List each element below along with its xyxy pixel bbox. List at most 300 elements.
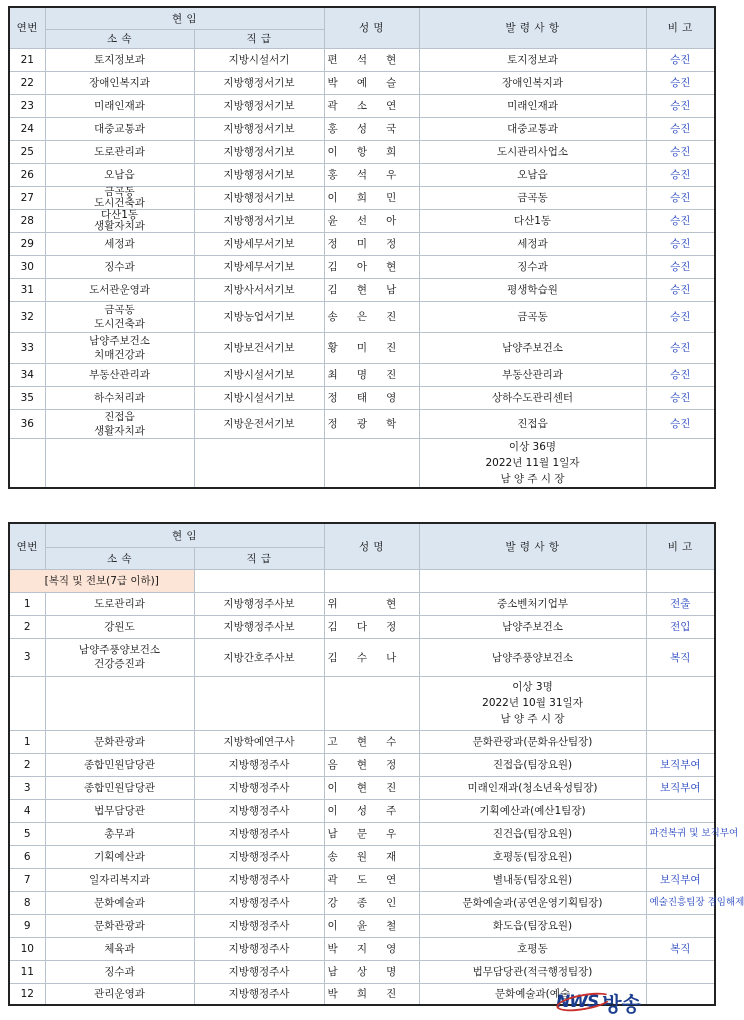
- name-char: 희: [356, 192, 367, 204]
- header-order: 발 령 사 항: [419, 523, 646, 569]
- row-appointment: 별내동(팀장요원): [419, 868, 646, 891]
- row-number: 23: [9, 94, 45, 117]
- row-note: 승진: [646, 232, 715, 255]
- row-note: 승진: [646, 186, 715, 209]
- row-note: 복직: [646, 937, 715, 960]
- row-department: 문화관광과: [45, 730, 194, 753]
- table-row: [9, 232, 715, 255]
- table-row: [9, 209, 715, 232]
- row-department: 다산1동 생활자치과: [45, 209, 194, 232]
- name-char: 진: [386, 342, 397, 354]
- row-department: 진접읍 생활자치과: [45, 409, 194, 438]
- row-number: 26: [9, 163, 45, 186]
- row-rank: 지방행정주사보: [194, 615, 324, 638]
- summary-row: [9, 676, 715, 730]
- table-row: [9, 937, 715, 960]
- name-char: 진: [386, 782, 397, 794]
- name-char: 편: [327, 54, 338, 66]
- row-appointment: 금곡동: [419, 186, 646, 209]
- table-row: [9, 117, 715, 140]
- row-person-name: [324, 163, 419, 186]
- row-person-name: [324, 209, 419, 232]
- row-department: 세정과: [45, 232, 194, 255]
- row-department: 총무과: [45, 822, 194, 845]
- row-person-name: [324, 71, 419, 94]
- row-appointment: 미래인재과: [419, 94, 646, 117]
- name-char: 원: [356, 851, 367, 863]
- name-char: 석: [356, 169, 367, 181]
- row-department: 대중교통과: [45, 117, 194, 140]
- name-char: 명: [386, 966, 397, 978]
- row-appointment: 부동산관리과: [419, 363, 646, 386]
- row-note: 승진: [646, 255, 715, 278]
- row-appointment: 남양주보건소: [419, 332, 646, 363]
- row-note: 복직: [646, 638, 715, 676]
- row-rank: 지방세무서기보: [194, 232, 324, 255]
- row-rank: 지방행정주사보: [194, 592, 324, 615]
- row-note: 파견복귀 및 보직부여: [646, 822, 715, 845]
- row-appointment: 미래인재과(청소년육성팀장): [419, 776, 646, 799]
- row-department: 미래인재과: [45, 94, 194, 117]
- name-char: 박: [327, 943, 338, 955]
- name-char: 석: [356, 54, 367, 66]
- row-note: 승진: [646, 163, 715, 186]
- row-person-name: [324, 914, 419, 937]
- row-rank: 지방행정주사: [194, 914, 324, 937]
- row-person-name: [324, 186, 419, 209]
- table-row: [9, 386, 715, 409]
- row-note: 전출: [646, 592, 715, 615]
- row-person-name: [324, 332, 419, 363]
- name-char: 남: [386, 284, 397, 296]
- name-char: 소: [356, 100, 367, 112]
- name-char: 이: [327, 920, 338, 932]
- appointment-table-promotions: [8, 6, 716, 489]
- row-rank: 지방행정주사: [194, 799, 324, 822]
- name-char: 현: [356, 782, 367, 794]
- row-appointment: 호평동: [419, 937, 646, 960]
- table-row: [9, 845, 715, 868]
- name-char: 정: [386, 238, 397, 250]
- row-rank: 지방시설서기보: [194, 386, 324, 409]
- table-row: [9, 255, 715, 278]
- row-note: 승진: [646, 301, 715, 332]
- name-char: 이: [327, 192, 338, 204]
- table-row: [9, 409, 715, 438]
- table-row: [9, 48, 715, 71]
- row-number: 29: [9, 232, 45, 255]
- row-person-name: [324, 937, 419, 960]
- row-rank: 지방행정서기보: [194, 209, 324, 232]
- name-char: 성: [356, 123, 367, 135]
- row-number: 35: [9, 386, 45, 409]
- row-department: 일자리복지과: [45, 868, 194, 891]
- name-char: 곽: [327, 100, 338, 112]
- name-char: 희: [386, 146, 397, 158]
- name-char: 정: [327, 418, 338, 430]
- row-appointment: 진접읍(팀장요원): [419, 753, 646, 776]
- name-char: 재: [386, 851, 397, 863]
- summary-line2: 2022년 11월 1일자: [485, 456, 580, 469]
- name-char: 아: [386, 215, 397, 227]
- row-appointment: 문화예술과(공연운영기획팀장): [419, 891, 646, 914]
- name-char: 아: [356, 261, 367, 273]
- table-row: [9, 891, 715, 914]
- row-number: 32: [9, 301, 45, 332]
- name-char: 현: [356, 284, 367, 296]
- name-char: 김: [327, 284, 338, 296]
- row-rank: 지방농업서기보: [194, 301, 324, 332]
- row-number: 5: [9, 822, 45, 845]
- name-char: 강: [327, 897, 338, 909]
- row-appointment: 문화관광과(문화유산팀장): [419, 730, 646, 753]
- name-char: 송: [327, 311, 338, 323]
- name-char: 영: [386, 943, 397, 955]
- row-number: 25: [9, 140, 45, 163]
- row-person-name: [324, 730, 419, 753]
- table-row: [9, 186, 715, 209]
- header-current: 현 임: [45, 523, 324, 547]
- row-person-name: [324, 615, 419, 638]
- row-number: 33: [9, 332, 45, 363]
- name-char: 곽: [327, 874, 338, 886]
- row-note: 승진: [646, 386, 715, 409]
- row-person-name: [324, 48, 419, 71]
- row-department: 남양주풍양보건소 건강증진과: [45, 638, 194, 676]
- row-person-name: [324, 960, 419, 983]
- name-char: 수: [356, 651, 367, 664]
- header-no: 연번: [9, 7, 45, 48]
- name-char: 상: [356, 966, 367, 978]
- row-appointment: 오남읍: [419, 163, 646, 186]
- row-appointment: 법무담당관(적극행정팀장): [419, 960, 646, 983]
- row-department: 부동산관리과: [45, 363, 194, 386]
- row-number: 8: [9, 891, 45, 914]
- row-rank: 지방행정주사: [194, 891, 324, 914]
- name-char: 남: [327, 966, 338, 978]
- row-rank: 지방행정주사: [194, 845, 324, 868]
- row-appointment: 문화예술과(예술: [419, 983, 646, 1005]
- row-department: 장애인복지과: [45, 71, 194, 94]
- row-appointment: 금곡동: [419, 301, 646, 332]
- table-row: [9, 776, 715, 799]
- row-rank: 지방행정주사: [194, 776, 324, 799]
- name-char: 예: [356, 77, 367, 89]
- row-department: 강원도: [45, 615, 194, 638]
- section-title: [복직 및 전보(7급 이하)]: [9, 569, 194, 592]
- name-char: 현: [356, 736, 367, 748]
- name-char: 이: [327, 782, 338, 794]
- row-rank: 지방사서서기보: [194, 278, 324, 301]
- row-number: 27: [9, 186, 45, 209]
- name-char: 김: [327, 651, 338, 664]
- row-rank: 지방행정서기보: [194, 140, 324, 163]
- name-char: 인: [386, 897, 397, 909]
- row-department: 도로관리과: [45, 592, 194, 615]
- appointment-table-transfers: [8, 522, 744, 1006]
- row-appointment: 다산1동: [419, 209, 646, 232]
- name-char: 다: [356, 621, 367, 633]
- row-department: 문화관광과: [45, 914, 194, 937]
- row-department: 금곡동 도시건축과: [45, 301, 194, 332]
- summary-line2: 2022년 10월 31일자: [482, 697, 583, 709]
- row-rank: 지방운전서기보: [194, 409, 324, 438]
- row-department: 하수처리과: [45, 386, 194, 409]
- name-char: 학: [386, 418, 397, 430]
- row-department: 법무담당관: [45, 799, 194, 822]
- row-person-name: [324, 117, 419, 140]
- name-char: 슬: [386, 77, 397, 89]
- name-char: [357, 596, 386, 611]
- name-char: 문: [356, 828, 367, 840]
- name-char: 지: [356, 943, 367, 955]
- name-char: 홍: [327, 169, 338, 181]
- table-row: [9, 301, 715, 332]
- row-number: 36: [9, 409, 45, 438]
- row-department: 체육과: [45, 937, 194, 960]
- row-note: [646, 730, 715, 753]
- header-no: 연번: [9, 523, 45, 569]
- name-char: 정: [327, 392, 338, 404]
- name-char: 박: [327, 988, 338, 1001]
- row-person-name: [324, 983, 419, 1005]
- row-rank: 지방행정서기보: [194, 117, 324, 140]
- row-person-name: [324, 891, 419, 914]
- row-rank: 지방행정주사: [194, 960, 324, 983]
- name-char: 진: [386, 988, 397, 1001]
- name-char: 명: [356, 369, 367, 381]
- name-char: 항: [356, 146, 367, 158]
- row-number: 31: [9, 278, 45, 301]
- row-note: [646, 799, 715, 822]
- row-person-name: [324, 232, 419, 255]
- name-char: 홍: [327, 123, 338, 135]
- row-note: 전입: [646, 615, 715, 638]
- summary-line3: 남 양 주 시 장: [500, 472, 565, 485]
- row-number: 34: [9, 363, 45, 386]
- row-rank: 지방행정서기보: [194, 186, 324, 209]
- row-number: 4: [9, 799, 45, 822]
- row-appointment: 상하수도관리센터: [419, 386, 646, 409]
- row-person-name: [324, 94, 419, 117]
- name-char: 박: [327, 77, 338, 89]
- name-char: 최: [327, 369, 338, 381]
- name-char: 이: [327, 805, 338, 817]
- row-department: 토지정보과: [45, 48, 194, 71]
- row-appointment: 평생학습원: [419, 278, 646, 301]
- name-char: 위: [327, 598, 338, 610]
- row-person-name: [324, 592, 419, 615]
- row-rank: 지방행정서기보: [194, 163, 324, 186]
- row-number: 1: [9, 730, 45, 753]
- row-appointment: 호평동(팀장요원): [419, 845, 646, 868]
- row-number: 12: [9, 983, 45, 1005]
- summary-row: [9, 438, 715, 488]
- row-number: 1: [9, 592, 45, 615]
- row-note: 승진: [646, 409, 715, 438]
- name-char: 주: [386, 805, 397, 817]
- name-char: 현: [386, 54, 397, 66]
- header-dept: 소 속: [45, 29, 194, 48]
- table-row: [9, 868, 715, 891]
- row-appointment: 중소벤처기업부: [419, 592, 646, 615]
- row-number: 10: [9, 937, 45, 960]
- table-row: [9, 730, 715, 753]
- name-char: 미: [356, 238, 367, 250]
- row-person-name: [324, 799, 419, 822]
- row-department: 관리운영과: [45, 983, 194, 1005]
- name-char: 연: [386, 100, 397, 112]
- row-rank: 지방행정주사: [194, 937, 324, 960]
- table-row: [9, 363, 715, 386]
- row-appointment: 대중교통과: [419, 117, 646, 140]
- row-person-name: [324, 845, 419, 868]
- row-department: 징수과: [45, 960, 194, 983]
- row-department: 오남읍: [45, 163, 194, 186]
- row-rank: 지방학예연구사: [194, 730, 324, 753]
- row-note: [646, 960, 715, 983]
- row-department: 남양주보건소 치매건강과: [45, 332, 194, 363]
- name-char: 영: [386, 392, 397, 404]
- row-note: 보직부여: [646, 868, 715, 891]
- summary-line1: 이상 36명: [508, 440, 557, 453]
- row-department: 종합민원담당관: [45, 776, 194, 799]
- row-person-name: [324, 386, 419, 409]
- row-note: 보직부여: [646, 776, 715, 799]
- row-rank: 지방보건서기보: [194, 332, 324, 363]
- row-department: 도로관리과: [45, 140, 194, 163]
- name-char: 수: [386, 736, 397, 748]
- table-row: [9, 71, 715, 94]
- name-char: 현: [386, 261, 397, 273]
- row-note: 승진: [646, 140, 715, 163]
- name-char: 윤: [327, 215, 338, 227]
- row-note: 승진: [646, 71, 715, 94]
- row-number: 11: [9, 960, 45, 983]
- row-number: 2: [9, 615, 45, 638]
- table-row: [9, 753, 715, 776]
- row-department: 기획예산과: [45, 845, 194, 868]
- row-note: 보직부여: [646, 753, 715, 776]
- row-number: 21: [9, 48, 45, 71]
- table-row: [9, 278, 715, 301]
- row-note: 승진: [646, 94, 715, 117]
- row-department: 징수과: [45, 255, 194, 278]
- header-rank: 직 급: [194, 29, 324, 48]
- table-row: [9, 94, 715, 117]
- name-char: 김: [327, 621, 338, 633]
- row-person-name: [324, 278, 419, 301]
- row-number: 3: [9, 776, 45, 799]
- row-appointment: 화도읍(팀장요원): [419, 914, 646, 937]
- table-row: [9, 960, 715, 983]
- name-char: 음: [327, 759, 338, 771]
- row-rank: 지방행정서기보: [194, 94, 324, 117]
- row-number: 22: [9, 71, 45, 94]
- row-person-name: [324, 822, 419, 845]
- row-appointment: 세정과: [419, 232, 646, 255]
- name-char: 현: [356, 759, 367, 771]
- name-char: 정: [386, 759, 397, 771]
- name-char: 정: [386, 621, 397, 633]
- row-number: 7: [9, 868, 45, 891]
- row-person-name: [324, 140, 419, 163]
- row-appointment: 진접읍: [419, 409, 646, 438]
- name-char: 태: [356, 392, 367, 404]
- row-appointment: 도시관리사업소: [419, 140, 646, 163]
- header-order: 발 령 사 항: [419, 7, 646, 48]
- name-char: 현: [386, 598, 397, 610]
- row-department: 종합민원담당관: [45, 753, 194, 776]
- row-number: 6: [9, 845, 45, 868]
- row-rank: 지방시설서기보: [194, 363, 324, 386]
- name-char: 윤: [356, 920, 367, 932]
- row-appointment: 토지정보과: [419, 48, 646, 71]
- row-note: 승진: [646, 278, 715, 301]
- row-rank: 지방행정주사: [194, 822, 324, 845]
- row-note: [646, 914, 715, 937]
- name-char: 국: [386, 123, 397, 135]
- table-row: [9, 615, 715, 638]
- row-number: 2: [9, 753, 45, 776]
- row-rank: 지방행정서기보: [194, 71, 324, 94]
- table-row: [9, 638, 715, 676]
- name-char: 남: [327, 828, 338, 840]
- name-char: 종: [356, 897, 367, 909]
- row-note: 승진: [646, 209, 715, 232]
- summary-block: [419, 438, 646, 488]
- row-person-name: [324, 638, 419, 676]
- table-row: [9, 163, 715, 186]
- header-note: 비 고: [646, 7, 715, 48]
- row-appointment: 남양주풍양보건소: [419, 638, 646, 676]
- row-note: [646, 845, 715, 868]
- row-rank: 지방간호주사보: [194, 638, 324, 676]
- name-char: 희: [356, 988, 367, 1001]
- name-char: 철: [386, 920, 397, 932]
- header-current: 현 임: [45, 7, 324, 29]
- row-number: 28: [9, 209, 45, 232]
- logo-label: 방송: [602, 991, 641, 1016]
- row-note: 승진: [646, 117, 715, 140]
- name-char: 선: [356, 215, 367, 227]
- table-row: [9, 332, 715, 363]
- row-appointment: 진건읍(팀장요원): [419, 822, 646, 845]
- row-appointment: 기획예산과(예산1팀장): [419, 799, 646, 822]
- row-number: 30: [9, 255, 45, 278]
- header-note: 비 고: [646, 523, 715, 569]
- table-row: [9, 799, 715, 822]
- row-person-name: [324, 255, 419, 278]
- row-department: 금곡동 도시건축과: [45, 186, 194, 209]
- table-row: [9, 914, 715, 937]
- row-note: 승진: [646, 332, 715, 363]
- row-person-name: [324, 301, 419, 332]
- row-person-name: [324, 409, 419, 438]
- name-char: 도: [356, 874, 367, 886]
- broadcaster-logo: [556, 990, 672, 1014]
- row-number: 24: [9, 117, 45, 140]
- name-char: 송: [327, 851, 338, 863]
- name-char: 우: [386, 169, 397, 181]
- name-char: 김: [327, 261, 338, 273]
- name-char: 성: [356, 805, 367, 817]
- row-appointment: 남양주보건소: [419, 615, 646, 638]
- row-appointment: 장애인복지과: [419, 71, 646, 94]
- row-department: 도서관운영과: [45, 278, 194, 301]
- header-name: 성 명: [324, 523, 419, 569]
- name-char: 광: [356, 418, 367, 430]
